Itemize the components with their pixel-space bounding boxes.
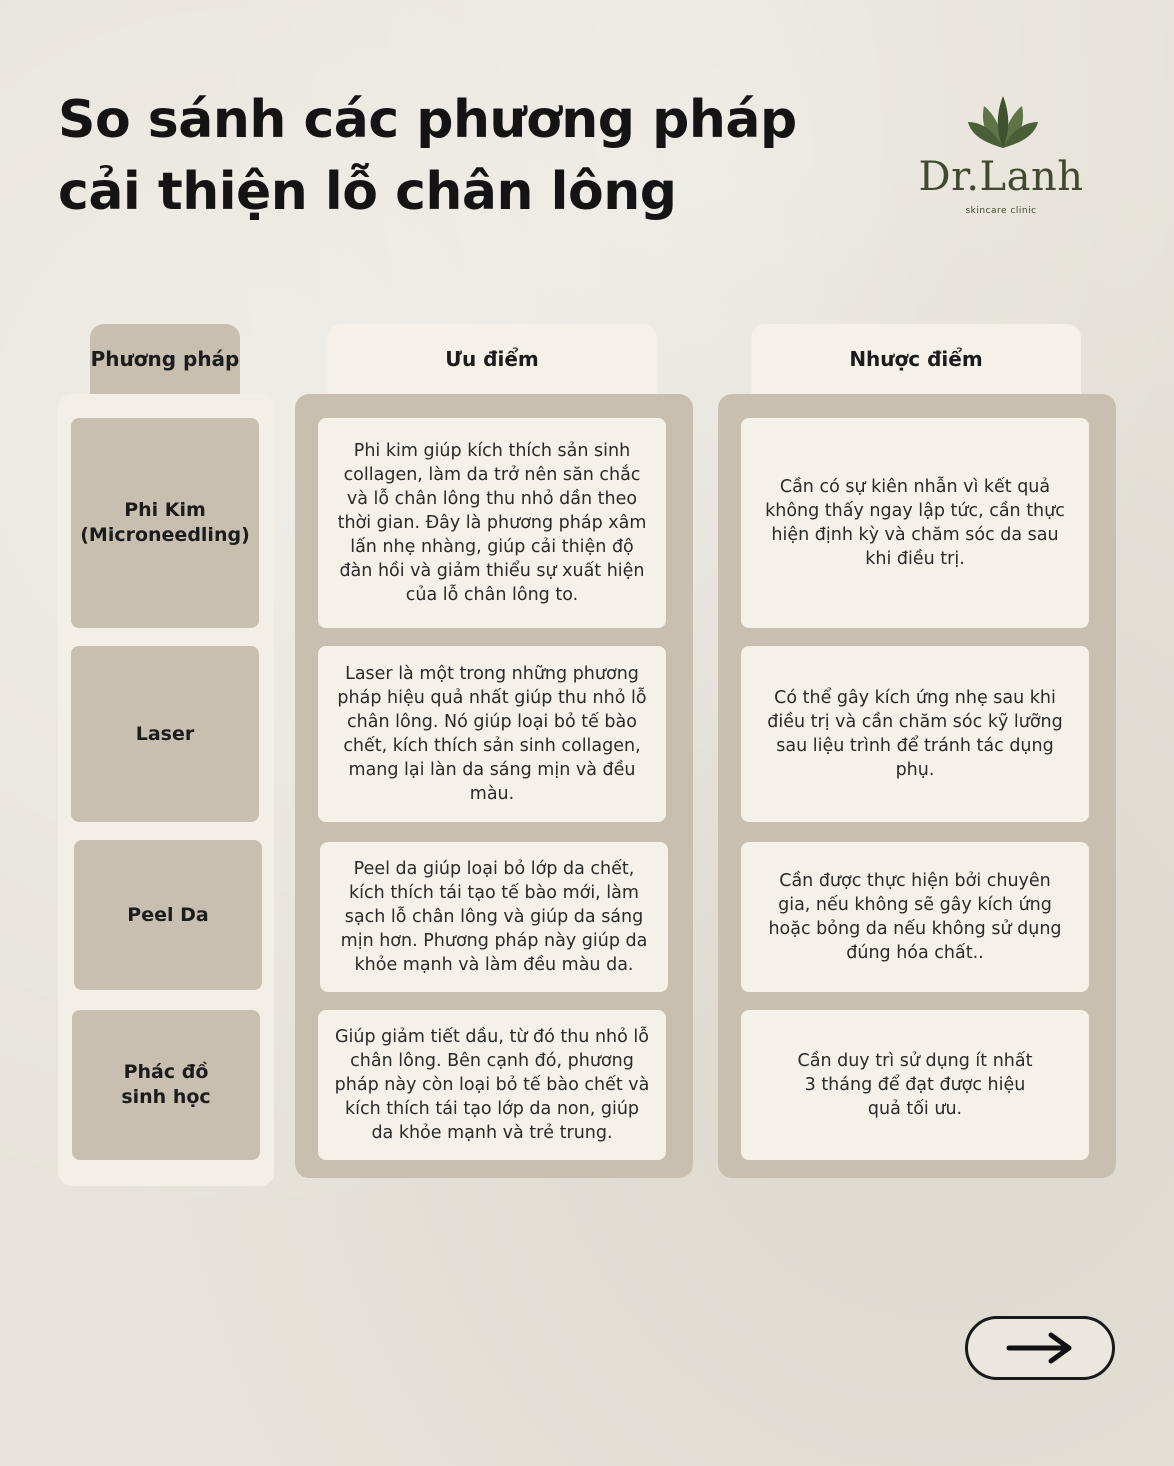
leaf-icon (968, 92, 1038, 150)
method-cell-3: Peel Da (74, 840, 262, 990)
header-cons: Nhược điểm (751, 324, 1081, 394)
title-line-2: cải thiện lỗ chân lông (58, 162, 677, 222)
pros-column (295, 394, 693, 1178)
arrow-right-icon (1005, 1331, 1075, 1365)
cons-cell-2: Có thể gây kích ứng nhẹ sau khi điều trị và cần chăm sóc kỹ lưỡng sau liệu trình để tránh tác dụng phụ. (741, 646, 1089, 822)
cons-cell-1: Cần có sự kiên nhẫn vì kết quả không thấy ngay lập tức, cần thực hiện định kỳ và chăm sóc da sau khi điều trị. (741, 418, 1089, 628)
logo-name: Dr.Lanh (918, 154, 1084, 200)
cons-column (718, 394, 1116, 1178)
title-line-1: So sánh các phương pháp (58, 90, 797, 150)
cons-cell-3: Cần được thực hiện bởi chuyên gia, nếu không sẽ gây kích ứng hoặc bỏng da nếu không sử dụng đúng hóa chất.. (741, 842, 1089, 992)
header-pros: Ưu điểm (327, 324, 657, 394)
pros-cell-4: Giúp giảm tiết dầu, từ đó thu nhỏ lỗ chân lông. Bên cạnh đó, phương pháp này còn loại bỏ tế bào chết và kích thích tái tạo lớp da non, giúp da khỏe mạnh và trẻ trung. (318, 1010, 666, 1160)
pros-cell-3: Peel da giúp loại bỏ lớp da chết, kích thích tái tạo tế bào mới, làm sạch lỗ chân lông và giúp da sáng mịn hơn. Phương pháp này giúp da khỏe mạnh và làm đều màu da. (320, 842, 668, 992)
method-cell-1: Phi Kim (Microneedling) (71, 418, 259, 628)
method-column (58, 394, 274, 1186)
pros-cell-1: Phi kim giúp kích thích sản sinh collagen, làm da trở nên săn chắc và lỗ chân lông thu nhỏ dần theo thời gian. Đây là phương pháp xâm lấn nhẹ nhàng, giúp cải thiện độ đàn hồi và giảm thiểu sự xuất hiện của lỗ chân lông to. (318, 418, 666, 628)
method-cell-2: Laser (71, 646, 259, 822)
page-title (58, 84, 878, 228)
method-cell-4: Phác đồ sinh học (72, 1010, 260, 1160)
cons-cell-4: Cần duy trì sử dụng ít nhất 3 tháng để đạt được hiệu quả tối ưu. (741, 1010, 1089, 1160)
brand-logo (906, 92, 1096, 222)
header-method: Phương pháp (90, 324, 240, 394)
logo-subtitle: skincare clinic (965, 206, 1037, 216)
pros-cell-2: Laser là một trong những phương pháp hiệu quả nhất giúp thu nhỏ lỗ chân lông. Nó giúp loại bỏ tế bào chết, kích thích sản sinh collagen, mang lại làn da sáng mịn và đều màu. (318, 646, 666, 822)
next-button[interactable] (965, 1316, 1115, 1380)
